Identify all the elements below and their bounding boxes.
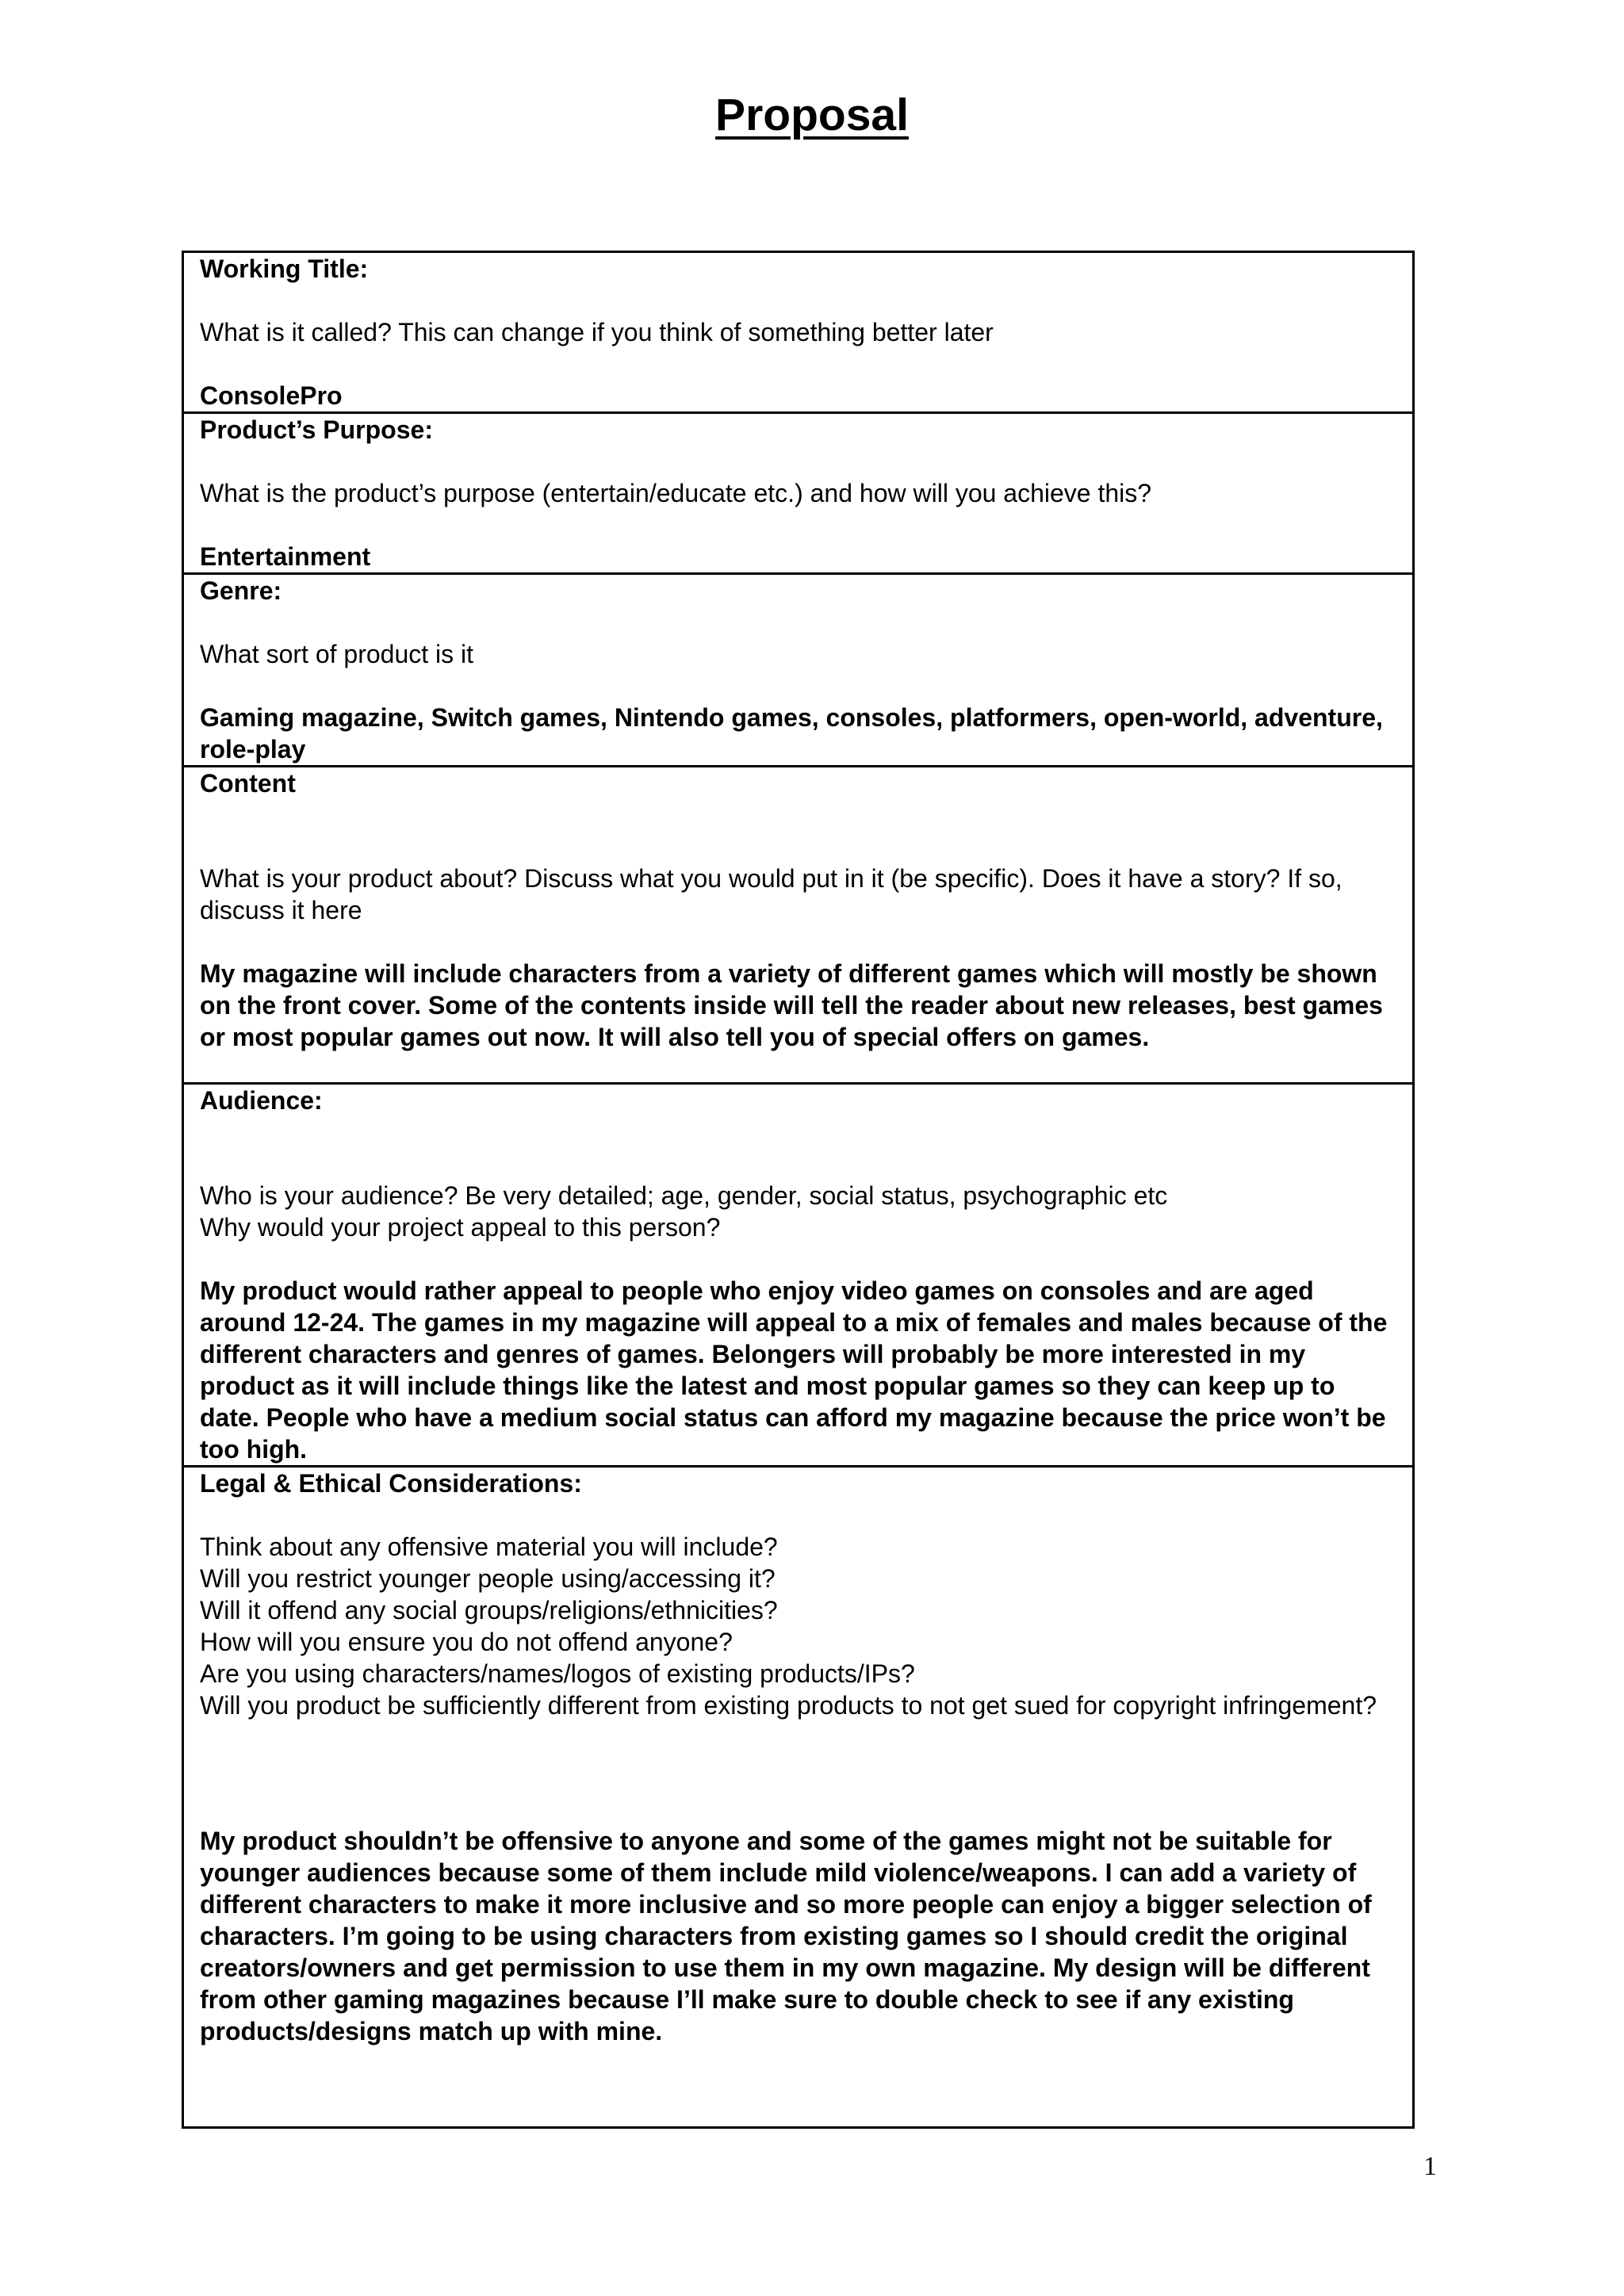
section-label: Genre: bbox=[200, 576, 282, 605]
section-content bbox=[184, 765, 1412, 1082]
section-answer: My product would rather appeal to people who enjoy video games on consoles and are aged around 12-24. The games in my magazine will appeal to a mix of females and males because of the different characters and genres of games. Belongers will probably be more interested in my product as it will include things like the latest and most popular games so they can keep up to date. People who have a medium social status can afford my magazine because the price won’t be too high. bbox=[200, 1276, 1388, 1464]
section-genre bbox=[184, 572, 1412, 765]
section-answer: My product shouldn’t be offensive to anyone and some of the games might not be suitable for younger audiences because some of them include mild violence/weapons. I can add a variety of different characters to make it more inclusive and so more people can enjoy a bigger selection of characters. I’m going to be using characters from existing games so I should credit the original creators/owners and get permission to use them in my own magazine. My design will be different from other gaming magazines because I’ll make sure to double check to see if any existing products/designs match up with mine. bbox=[200, 1827, 1372, 2045]
section-products-purpose bbox=[184, 411, 1412, 572]
section-prompt: Will it offend any social groups/religions/ethnicities? bbox=[200, 1596, 778, 1624]
section-prompt: Why would your project appeal to this person? bbox=[200, 1213, 721, 1242]
section-prompt: Are you using characters/names/logos of existing products/IPs? bbox=[200, 1659, 915, 1688]
section-prompt: What sort of product is it bbox=[200, 640, 474, 668]
section-answer: Gaming magazine, Switch games, Nintendo games, consoles, platformers, open-world, adventure, role-play bbox=[200, 703, 1383, 763]
section-prompt: Think about any offensive material you will include? bbox=[200, 1533, 778, 1561]
section-prompt: What is the product’s purpose (entertain/educate etc.) and how will you achieve this? bbox=[200, 479, 1152, 507]
section-label: Content bbox=[200, 769, 296, 798]
section-prompt: What is your product about? Discuss what you would put in it (be specific). Does it have a story? If so, discuss it here bbox=[200, 864, 1342, 924]
page-title: Proposal bbox=[715, 90, 909, 140]
section-label: Legal & Ethical Considerations: bbox=[200, 1469, 582, 1498]
section-working-title bbox=[184, 253, 1412, 411]
section-answer: My magazine will include characters from a variety of different games which will mostly be shown on the front cover. Some of the contents inside will tell the reader about new releases, best games or most popular games out now. It will also tell you of special offers on games. bbox=[200, 959, 1383, 1051]
section-prompt: What is it called? This can change if you think of something better later bbox=[200, 318, 994, 346]
section-label: Product’s Purpose: bbox=[200, 415, 433, 444]
page-number: 1 bbox=[1423, 2152, 1437, 2181]
proposal-form-table bbox=[182, 251, 1415, 2129]
section-prompt: Will you product be sufficiently different from existing products to not get sued for copyright infringement? bbox=[200, 1691, 1377, 1720]
section-prompt: Will you restrict younger people using/accessing it? bbox=[200, 1564, 776, 1593]
section-audience bbox=[184, 1082, 1412, 1465]
section-prompt: Who is your audience? Be very detailed; age, gender, social status, psychographic etc bbox=[200, 1181, 1168, 1210]
section-legal-ethical bbox=[184, 1465, 1412, 2126]
section-answer: Entertainment bbox=[200, 542, 371, 571]
section-answer: ConsolePro bbox=[200, 381, 343, 410]
section-label: Audience: bbox=[200, 1086, 323, 1115]
section-prompt: How will you ensure you do not offend anyone? bbox=[200, 1628, 733, 1656]
section-label: Working Title: bbox=[200, 254, 369, 283]
